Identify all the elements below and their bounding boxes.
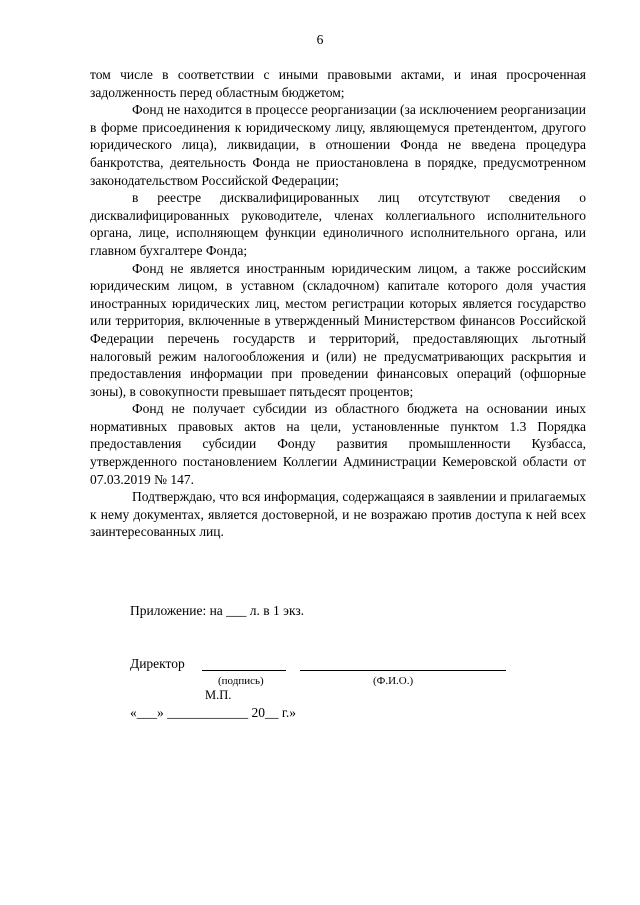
signature-caption: (подпись) bbox=[218, 675, 264, 687]
paragraph-subsidies: Фонд не получает субсидии из областного бюджета на основании иных нормативных правовых актов на цели, установленные пунктом 1.3 Порядка предоставления субсидии Фонду развития промышленности Кузбасса, утвержденного постановлением Коллегии Администрации Кемеровской области от 07.03.2019 № 147. bbox=[90, 401, 586, 487]
signature-row bbox=[130, 656, 530, 676]
paragraph-reorganization: Фонд не находится в процессе реорганизации (за исключением реорганизации в форме присоединения к юридическому лицу, являющемуся претендентом, другого юридического лица), ликвидации, в отношении Фонда не введена процедура банкротства, деятельность Фонда не приостановлена в порядке, предусмотренном законодательством Российской Федерации; bbox=[90, 102, 586, 188]
attachment-line: Приложение: на ___ л. в 1 экз. bbox=[130, 603, 305, 618]
paragraph-continuation: том числе в соответствии с иными правовыми актами, и иная просроченная задолженность перед областным бюджетом; bbox=[90, 67, 586, 100]
paragraph-confirmation: Подтверждаю, что вся информация, содержащаяся в заявлении и прилагаемых к нему документах, является достоверной, и не возражаю против доступа к ней всех заинтересованных лиц. bbox=[90, 489, 586, 540]
fio-caption: (Ф.И.О.) bbox=[373, 675, 414, 687]
page-number: 6 bbox=[316, 32, 324, 47]
director-label: Директор bbox=[130, 656, 185, 671]
paragraph-disqualified-registry: в реестре дисквалифицированных лиц отсутствуют сведения о дисквалифицированных руководителе, членах коллегиального исполнительного органа, лице, исполняющем функции единоличного исполнительного органа, или главном бухгалтере Фонда; bbox=[90, 190, 586, 258]
stamp-label: М.П. bbox=[205, 688, 232, 702]
signature-blank bbox=[202, 656, 286, 671]
document-body bbox=[90, 66, 586, 541]
paragraph-foreign-entity: Фонд не является иностранным юридическим лицом, а также российским юридическим лицом, в уставном (складочном) капитале которого доля участия иностранных юридических лиц, местом регистрации которых является государство или территория, включенные в утвержденный Министерством финансов Российской Федерации перечень государств и территорий, предоставляющих льготный налоговый режим налогообложения и (или) не предусматривающих раскрытия и предоставления информации при проведении финансовых операций (офшорные зоны), в совокупности превышает пятьдесят процентов; bbox=[90, 260, 586, 399]
fio-blank bbox=[300, 656, 506, 671]
date-line: «___» ____________ 20__ г.» bbox=[130, 705, 297, 720]
